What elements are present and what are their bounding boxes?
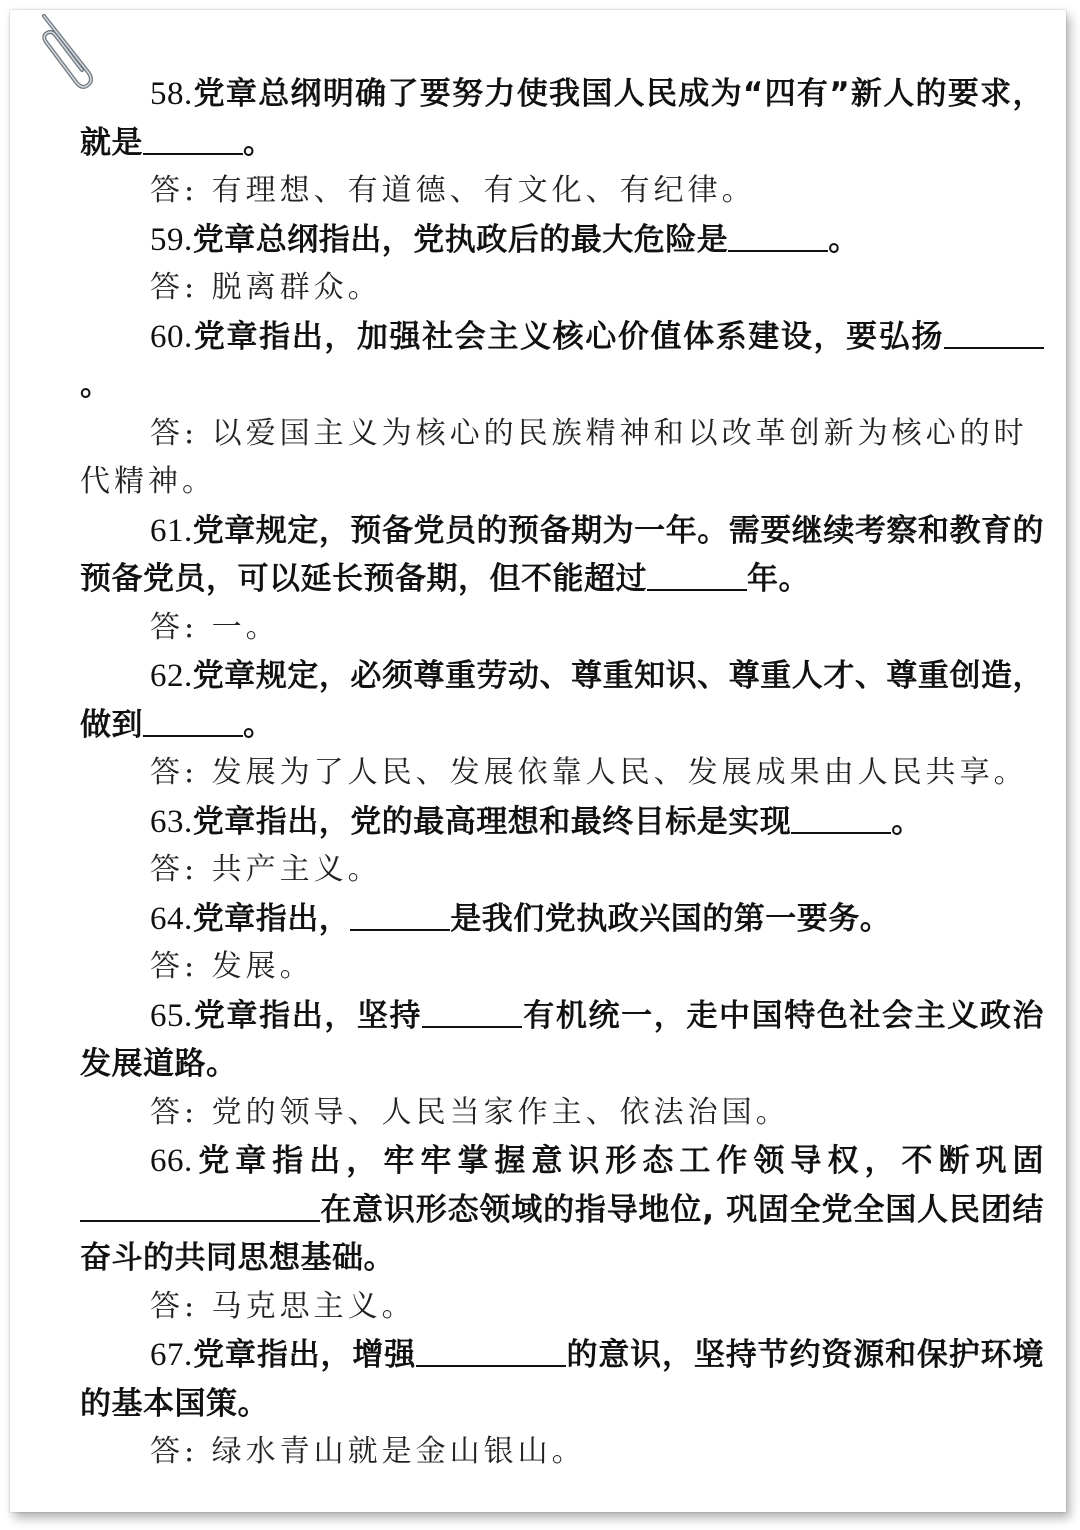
question-number: 59.: [150, 221, 193, 258]
question-text-end: 。: [80, 367, 112, 403]
answer-66: 答: 马克思主义。: [150, 1288, 416, 1324]
question-61: [80, 507, 1044, 604]
question-text: 党章指出，坚持: [192, 997, 423, 1034]
question-text: 党章指出，牢牢掌握意识形态工作领导权，不断巩固: [192, 1143, 1044, 1179]
question-58: [80, 70, 1044, 167]
question-number: 63.: [150, 803, 193, 840]
question-text: 党章规定，预备党员的预备期为一年。需要继续考察和教育的预备党员，可以延长预备期，但不能超过: [80, 512, 1044, 597]
answer-blank: [647, 559, 747, 591]
answer-64: 答: 发展。: [150, 949, 314, 984]
question-63: [80, 798, 1044, 847]
answer-blank: [422, 996, 522, 1028]
question-66: [80, 1137, 1044, 1283]
question-text: 党章总纲明确了要努力使我国人民成为“四有”新人的要求，就是: [80, 76, 1044, 161]
quiz-content: [80, 70, 1044, 1477]
answer-63: 答: 共产主义。: [150, 852, 382, 887]
question-text: 党章指出，加强社会主义核心价值体系建设，要弘扬: [192, 318, 944, 355]
answer-58: 答: 有理想、有道德、有文化、有纪律。: [150, 173, 756, 208]
question-number: 64.: [150, 900, 193, 937]
question-text-end: 在意识形态领域的指导地位, 巩固全党全国人民团结奋斗的共同思想基础。: [80, 1191, 1044, 1276]
answer-blank: [416, 1335, 566, 1367]
question-60: [80, 313, 1044, 410]
answer-65: 答: 党的领导、人民当家作主、依法治国。: [150, 1094, 790, 1130]
question-67: [80, 1331, 1044, 1428]
question-62: [80, 652, 1044, 749]
question-text-end: 。: [243, 124, 275, 161]
answer-blank: [791, 802, 891, 834]
question-text: 党章总纲指出，党执政后的最大危险是: [192, 221, 729, 258]
answer-blank: [350, 899, 450, 931]
document-page: [10, 10, 1066, 1512]
answer-blank: [143, 123, 243, 155]
question-59: [80, 216, 1044, 265]
question-text-end: 。: [891, 803, 923, 840]
question-number: 61.: [150, 512, 193, 549]
answer-blank: [80, 1190, 320, 1222]
answer-blank: [143, 705, 243, 737]
answer-60: 答: 以爱国主义为核心的民族精神和以改革创新为核心的时代精神。: [80, 415, 1028, 499]
question-text-end: 年。: [747, 561, 810, 597]
question-text-end: 是我们党执政兴国的第一要务。: [450, 900, 892, 937]
answer-blank: [944, 317, 1044, 349]
answer-blank: [728, 220, 828, 252]
answer-62: 答: 发展为了人民、发展依靠人民、发展成果由人民共享。: [150, 755, 1028, 790]
question-number: 62.: [150, 658, 193, 694]
question-number: 66.: [150, 1143, 193, 1179]
question-text: 党章指出，: [192, 900, 351, 937]
question-65: [80, 992, 1044, 1089]
answer-61: 答: 一。: [150, 609, 280, 645]
question-text-end: 的意识，坚持节约资源和保护环境的基本国策。: [80, 1337, 1045, 1422]
question-number: 67.: [150, 1337, 193, 1373]
answer-67: 答: 绿水青山就是金山银山。: [150, 1434, 586, 1469]
question-number: 65.: [150, 997, 193, 1034]
question-number: 60.: [150, 318, 193, 355]
question-text-end: 有机统一，走中国特色社会主义政治发展道路。: [80, 997, 1045, 1082]
question-text: 党章规定，必须尊重劳动、尊重知识、尊重人才、尊重创造，做到: [80, 658, 1044, 743]
question-text: 党章指出，增强: [192, 1337, 417, 1373]
question-text-end: 。: [828, 221, 860, 258]
question-64: [80, 895, 1044, 944]
answer-59: 答: 脱离群众。: [150, 270, 382, 305]
question-number: 58.: [150, 76, 193, 112]
question-text: 党章指出，党的最高理想和最终目标是实现: [192, 803, 792, 840]
question-text-end: 。: [243, 706, 275, 743]
